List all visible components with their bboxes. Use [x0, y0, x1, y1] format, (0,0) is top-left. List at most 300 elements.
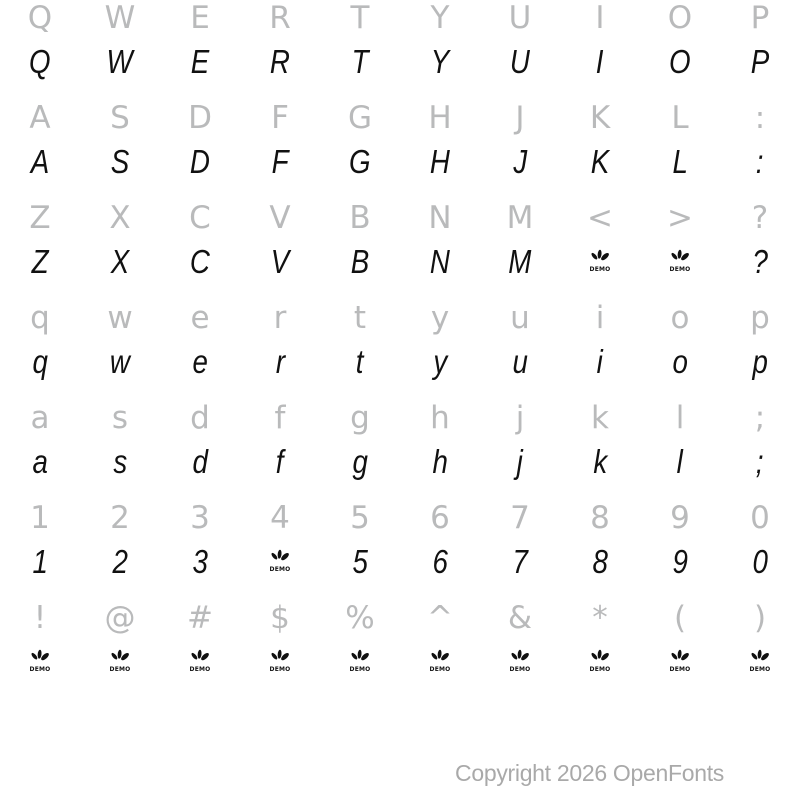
glyph-character: l [675, 400, 685, 436]
demo-placeholder-glyph [589, 248, 611, 273]
glyph-character: 0 [752, 543, 768, 580]
glyph-character: R [269, 0, 291, 36]
glyph-cell [240, 200, 320, 236]
glyph-cell [560, 436, 640, 488]
glyph-cell [640, 500, 720, 536]
glyph-character: 3 [190, 500, 210, 536]
glyph-cell [320, 300, 400, 336]
glyph-cell [640, 36, 720, 88]
glyph-character: W [106, 43, 134, 80]
glyph-character: 6 [432, 543, 448, 580]
glyph-character: Q [27, 0, 53, 36]
glyph-cell [160, 200, 240, 236]
glyph-cell [320, 136, 400, 188]
glyph-cell [400, 0, 480, 36]
glyph-cell [240, 600, 320, 636]
glyph-character: > [667, 200, 693, 236]
glyph-cell [480, 0, 560, 36]
glyph-character: d [192, 443, 208, 480]
glyph-character: 1 [30, 500, 50, 536]
glyph-character: X [110, 243, 130, 280]
glyph-cell [320, 436, 400, 488]
glyph-cell [320, 336, 400, 388]
glyph-character: E [190, 43, 210, 80]
glyph-cell [0, 400, 80, 436]
leaf-cluster-icon [349, 648, 371, 673]
glyph-cell [240, 100, 320, 136]
glyph-character: : [756, 143, 764, 180]
glyph-cell [320, 500, 400, 536]
leaf-cluster-icon [669, 248, 691, 273]
glyph-character: ^ [427, 600, 453, 636]
glyph-character: P [750, 0, 770, 36]
glyph-character: a [32, 443, 48, 480]
glyph-character: ? [751, 200, 769, 236]
glyph-cell [160, 636, 240, 688]
glyph-cell [0, 236, 80, 288]
glyph-cell [400, 236, 480, 288]
glyph-character: 7 [512, 543, 528, 580]
glyph-cell [720, 500, 800, 536]
glyph-cell [80, 136, 160, 188]
glyph-character: $ [270, 600, 290, 636]
glyph-character: % [345, 600, 375, 636]
glyph-cell [80, 300, 160, 336]
glyph-cell [560, 200, 640, 236]
glyph-cell [480, 36, 560, 88]
glyph-cell [720, 636, 800, 688]
glyph-cell [240, 36, 320, 88]
glyph-cell [80, 36, 160, 88]
demo-placeholder-glyph [669, 248, 691, 273]
leaf-cluster-icon [749, 648, 771, 673]
glyph-character: Y [430, 0, 450, 36]
demo-placeholder-glyph [29, 648, 51, 673]
glyph-cell [160, 436, 240, 488]
glyph-character: V [270, 243, 290, 280]
glyph-cell [720, 100, 800, 136]
glyph-character: A [29, 100, 51, 136]
glyph-character: t [356, 343, 364, 380]
glyph-cell [480, 436, 560, 488]
glyph-character: k [591, 400, 609, 436]
glyph-character: 6 [430, 500, 450, 536]
demo-glyph-row-5 [0, 436, 800, 488]
leaf-cluster-icon [109, 648, 131, 673]
glyph-cell [640, 0, 720, 36]
glyph-cell [240, 436, 320, 488]
glyph-character: E [190, 0, 210, 36]
demo-placeholder-glyph [109, 648, 131, 673]
glyph-cell [80, 636, 160, 688]
glyph-cell [560, 36, 640, 88]
glyph-cell [160, 536, 240, 588]
glyph-cell [160, 0, 240, 36]
glyph-cell [720, 536, 800, 588]
glyph-cell [80, 100, 160, 136]
demo-placeholder-glyph [749, 648, 771, 673]
leaf-cluster-icon [269, 548, 291, 573]
glyph-character: 0 [750, 500, 770, 536]
glyph-character: L [671, 100, 689, 136]
glyph-character: s [111, 400, 129, 436]
demo-placeholder-label: DEMO [109, 666, 131, 673]
glyph-character: @ [104, 600, 136, 636]
glyph-cell [640, 136, 720, 188]
glyph-cell [640, 100, 720, 136]
glyph-cell [480, 100, 560, 136]
demo-placeholder-label: DEMO [589, 666, 611, 673]
demo-placeholder-glyph [509, 648, 531, 673]
glyph-cell [640, 536, 720, 588]
demo-placeholder-label: DEMO [349, 666, 371, 673]
glyph-character: R [269, 43, 291, 80]
glyph-character: 5 [350, 500, 370, 536]
glyph-cell [560, 500, 640, 536]
demo-glyph-row-4 [0, 336, 800, 388]
leaf-cluster-icon [269, 648, 291, 673]
glyph-cell [720, 236, 800, 288]
glyph-character: F [271, 100, 289, 136]
glyph-character: W [104, 0, 136, 36]
glyph-cell [160, 136, 240, 188]
glyph-cell [400, 500, 480, 536]
glyph-character: f [274, 400, 286, 436]
glyph-character: ; [756, 443, 764, 480]
glyph-cell [480, 500, 560, 536]
glyph-character: s [113, 443, 127, 480]
reference-glyph-row-2 [0, 100, 800, 136]
demo-placeholder-glyph [269, 648, 291, 673]
glyph-cell [160, 400, 240, 436]
glyph-character: M [506, 200, 534, 236]
glyph-character: f [276, 443, 284, 480]
demo-placeholder-glyph [269, 548, 291, 573]
glyph-cell [560, 0, 640, 36]
glyph-character: j [516, 443, 524, 480]
glyph-cell [240, 636, 320, 688]
demo-glyph-row-3 [0, 236, 800, 288]
glyph-cell [0, 200, 80, 236]
glyph-character: O [669, 43, 691, 80]
glyph-character: & [507, 600, 533, 636]
glyph-character: u [510, 300, 530, 336]
glyph-character: S [110, 100, 130, 136]
glyph-character: 1 [32, 543, 48, 580]
glyph-character: 9 [672, 543, 688, 580]
glyph-character: K [590, 143, 610, 180]
glyph-character: y [433, 343, 447, 380]
glyph-character: 8 [590, 500, 610, 536]
glyph-character: p [752, 343, 768, 380]
glyph-cell [320, 536, 400, 588]
glyph-cell [480, 200, 560, 236]
glyph-character: h [432, 443, 448, 480]
glyph-character: l [676, 443, 684, 480]
glyph-cell [160, 300, 240, 336]
demo-glyph-row-6 [0, 536, 800, 588]
glyph-cell [0, 36, 80, 88]
glyph-character: < [587, 200, 613, 236]
glyph-cell [240, 400, 320, 436]
demo-placeholder-label: DEMO [429, 666, 451, 673]
glyph-cell [160, 236, 240, 288]
glyph-character: K [589, 100, 611, 136]
glyph-character: I [596, 43, 604, 80]
demo-placeholder-glyph [669, 648, 691, 673]
glyph-character: t [353, 300, 367, 336]
glyph-character: Q [29, 43, 51, 80]
demo-placeholder-label: DEMO [589, 266, 611, 273]
leaf-cluster-icon [429, 648, 451, 673]
glyph-character: q [30, 300, 50, 336]
glyph-cell [0, 636, 80, 688]
glyph-character: d [190, 400, 210, 436]
glyph-cell [0, 600, 80, 636]
glyph-cell [400, 536, 480, 588]
glyph-character: C [189, 200, 211, 236]
glyph-cell [640, 436, 720, 488]
glyph-character: 2 [112, 543, 128, 580]
glyph-character: q [32, 343, 48, 380]
glyph-cell [720, 136, 800, 188]
glyph-character: o [670, 300, 690, 336]
glyph-cell [320, 400, 400, 436]
glyph-character: X [109, 200, 131, 236]
demo-placeholder-glyph [429, 648, 451, 673]
reference-glyph-row-3 [0, 200, 800, 236]
glyph-character: * [592, 600, 608, 636]
glyph-character: T [351, 43, 369, 80]
glyph-cell [400, 100, 480, 136]
glyph-character: : [754, 100, 766, 136]
glyph-cell [720, 436, 800, 488]
glyph-cell [80, 436, 160, 488]
glyph-character: 2 [110, 500, 130, 536]
glyph-cell [400, 136, 480, 188]
demo-placeholder-glyph [589, 648, 611, 673]
glyph-character: ? [752, 243, 768, 280]
glyph-character: k [593, 443, 607, 480]
glyph-cell [640, 636, 720, 688]
glyph-character: S [110, 143, 130, 180]
demo-placeholder-label: DEMO [749, 666, 771, 673]
glyph-character: e [190, 300, 210, 336]
glyph-character: P [750, 43, 770, 80]
glyph-cell [480, 136, 560, 188]
glyph-cell [720, 200, 800, 236]
glyph-cell [640, 600, 720, 636]
glyph-cell [80, 400, 160, 436]
glyph-character: ( [673, 600, 687, 636]
glyph-character: G [347, 100, 373, 136]
glyph-cell [240, 236, 320, 288]
glyph-cell [560, 600, 640, 636]
glyph-character: i [596, 343, 604, 380]
glyph-cell [400, 300, 480, 336]
glyph-character: 4 [270, 500, 290, 536]
demo-glyph-row-1 [0, 36, 800, 88]
glyph-character: 9 [670, 500, 690, 536]
demo-glyph-row-2 [0, 136, 800, 188]
glyph-cell [240, 336, 320, 388]
leaf-cluster-icon [189, 648, 211, 673]
glyph-character: 3 [192, 543, 208, 580]
glyph-cell [80, 336, 160, 388]
glyph-character: U [508, 0, 532, 36]
glyph-cell [320, 0, 400, 36]
glyph-character: 5 [352, 543, 368, 580]
glyph-cell [0, 300, 80, 336]
glyph-cell [400, 636, 480, 688]
glyph-character: I [595, 0, 605, 36]
glyph-character: N [428, 200, 452, 236]
glyph-cell [560, 236, 640, 288]
glyph-character: y [430, 300, 450, 336]
glyph-cell [160, 336, 240, 388]
glyph-character: J [515, 100, 525, 136]
glyph-character: w [109, 343, 131, 380]
demo-placeholder-label: DEMO [669, 666, 691, 673]
glyph-cell [160, 36, 240, 88]
glyph-cell [560, 536, 640, 588]
glyph-character: U [509, 43, 531, 80]
reference-glyph-row-6 [0, 500, 800, 536]
leaf-cluster-icon [29, 648, 51, 673]
glyph-character: o [672, 343, 688, 380]
glyph-cell [0, 100, 80, 136]
glyph-cell [560, 136, 640, 188]
glyph-cell [0, 436, 80, 488]
glyph-character: N [429, 243, 451, 280]
glyph-cell [560, 300, 640, 336]
demo-placeholder-label: DEMO [269, 666, 291, 673]
glyph-cell [320, 236, 400, 288]
glyph-cell [480, 400, 560, 436]
glyph-character: D [189, 143, 211, 180]
glyph-character: Z [31, 243, 49, 280]
glyph-cell [80, 600, 160, 636]
glyph-cell [480, 300, 560, 336]
glyph-character: V [269, 200, 291, 236]
copyright-text: Copyright 2026 OpenFonts [455, 760, 724, 786]
glyph-cell [240, 536, 320, 588]
glyph-cell [400, 336, 480, 388]
glyph-character: 7 [510, 500, 530, 536]
glyph-character: M [508, 243, 532, 280]
glyph-cell [80, 500, 160, 536]
glyph-character: O [667, 0, 693, 36]
glyph-cell [0, 0, 80, 36]
glyph-character: C [189, 243, 211, 280]
demo-placeholder-label: DEMO [269, 566, 291, 573]
glyph-cell [640, 236, 720, 288]
glyph-cell [720, 600, 800, 636]
glyph-character: r [273, 300, 287, 336]
leaf-cluster-icon [589, 648, 611, 673]
glyph-cell [560, 100, 640, 136]
glyph-cell [480, 536, 560, 588]
glyph-character: A [30, 143, 50, 180]
glyph-cell [320, 36, 400, 88]
glyph-cell [480, 336, 560, 388]
glyph-character: g [350, 400, 370, 436]
glyph-character: D [188, 100, 212, 136]
demo-placeholder-label: DEMO [29, 666, 51, 673]
reference-glyph-row-4 [0, 300, 800, 336]
demo-placeholder-label: DEMO [669, 266, 691, 273]
glyph-cell [320, 100, 400, 136]
glyph-character: J [513, 143, 527, 180]
glyph-cell [480, 600, 560, 636]
glyph-cell [400, 400, 480, 436]
glyph-character: u [512, 343, 528, 380]
glyph-character: ; [754, 400, 766, 436]
demo-placeholder-glyph [189, 648, 211, 673]
glyph-cell [240, 300, 320, 336]
glyph-character: H [428, 100, 452, 136]
leaf-cluster-icon [669, 648, 691, 673]
glyph-cell [160, 100, 240, 136]
glyph-cell [720, 400, 800, 436]
demo-placeholder-label: DEMO [509, 666, 531, 673]
glyph-character: G [349, 143, 371, 180]
glyph-character: H [429, 143, 451, 180]
glyph-cell [560, 400, 640, 436]
glyph-character: ) [753, 600, 767, 636]
glyph-character: B [349, 200, 371, 236]
glyph-cell [320, 600, 400, 636]
glyph-cell [480, 636, 560, 688]
glyph-character: w [107, 300, 133, 336]
glyph-character: h [430, 400, 450, 436]
glyph-character: g [352, 443, 368, 480]
glyph-cell [720, 36, 800, 88]
glyph-cell [560, 336, 640, 388]
glyph-cell [480, 236, 560, 288]
glyph-character: j [515, 400, 525, 436]
glyph-cell [240, 0, 320, 36]
glyph-cell [400, 436, 480, 488]
demo-placeholder-glyph [349, 648, 371, 673]
glyph-character: T [350, 0, 370, 36]
glyph-character: 8 [592, 543, 608, 580]
glyph-cell [0, 500, 80, 536]
glyph-cell [720, 336, 800, 388]
glyph-character: B [350, 243, 370, 280]
glyph-character: p [750, 300, 770, 336]
glyph-cell [240, 500, 320, 536]
glyph-character: ! [33, 600, 47, 636]
reference-glyph-row-1 [0, 0, 800, 36]
glyph-cell [640, 400, 720, 436]
glyph-cell [720, 300, 800, 336]
glyph-cell [400, 600, 480, 636]
glyph-character: r [275, 343, 285, 380]
glyph-cell [320, 200, 400, 236]
glyph-character: # [187, 600, 213, 636]
glyph-character: a [30, 400, 50, 436]
glyph-cell [0, 136, 80, 188]
glyph-character: F [271, 143, 289, 180]
glyph-cell [80, 200, 160, 236]
glyph-cell [160, 500, 240, 536]
glyph-cell [0, 336, 80, 388]
glyph-character: Y [430, 43, 450, 80]
glyph-cell [80, 236, 160, 288]
glyph-cell [80, 0, 160, 36]
leaf-cluster-icon [509, 648, 531, 673]
